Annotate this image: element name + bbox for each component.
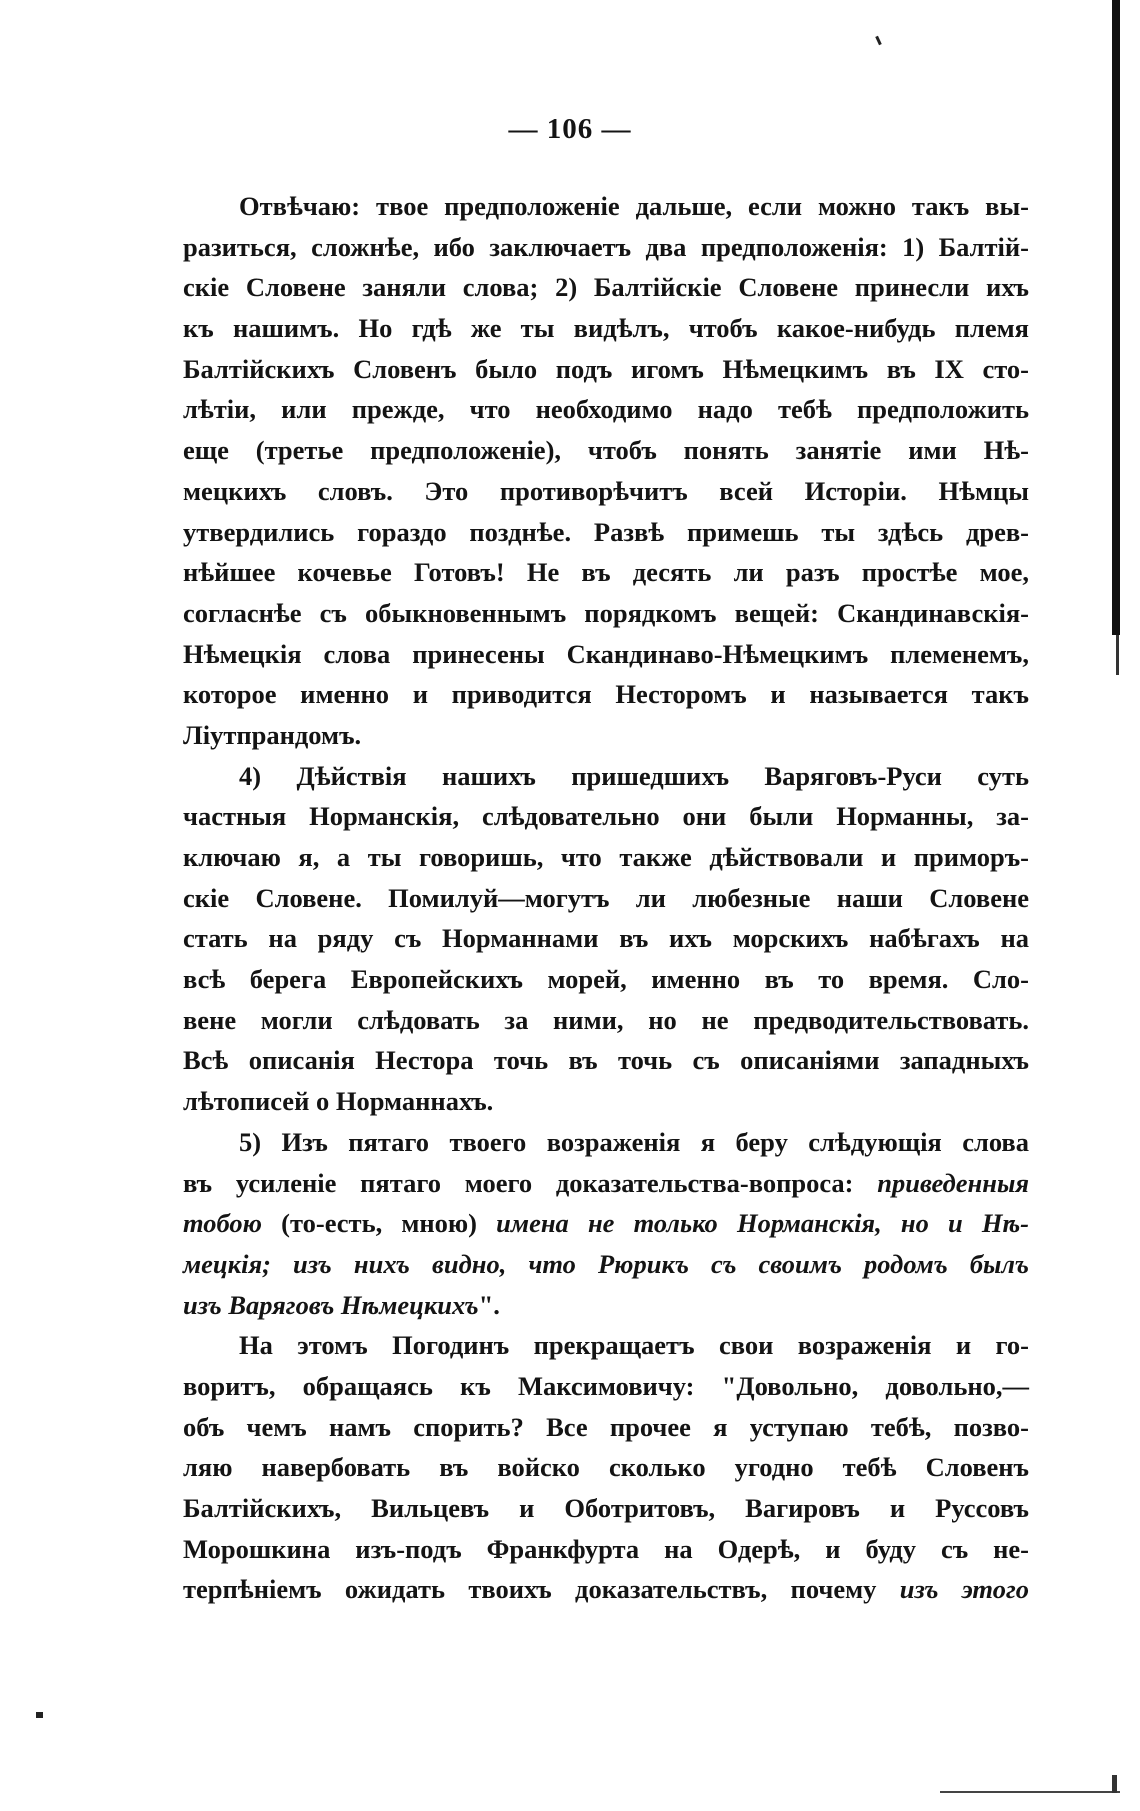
text-run: терпѣніемъ ожидать твоихъ доказательствъ, почему — [183, 1574, 900, 1605]
text-line: стать на ряду съ Норманнами въ ихъ морскихъ набѣгахъ на — [183, 923, 1029, 954]
text-line: которое именно и приводится Несторомъ и называется такъ — [183, 679, 1029, 710]
body-text — [183, 186, 1029, 1610]
text-run: въ усиленіе пятаго моего доказательства-вопроса: — [183, 1167, 878, 1198]
text-line: разиться, сложнѣе, ибо заключаетъ два предположенія: 1) Балтій- — [183, 231, 1029, 262]
text-line: 5) Изъ пятаго твоего возраженія я беру слѣдующія слова — [239, 1126, 1029, 1157]
text-line: Нѣмецкія слова принесены Скандинаво-Нѣмецкимъ племенемъ, — [183, 638, 1029, 669]
text-line: еще (третье предположеніе), чтобъ понять занятіе ими Нѣ- — [183, 435, 1029, 466]
text-line — [183, 1163, 1029, 1204]
text-line: лѣтописей о Норманнахъ. — [183, 1086, 494, 1117]
text-line — [183, 1285, 1029, 1326]
text-line: Всѣ описанія Нестора точь въ точь съ описаніями западныхъ — [183, 1045, 1029, 1076]
italic-run: приведенныя — [877, 1167, 1029, 1198]
text-line: Балтійскихъ, Вильцевъ и Оботритовъ, Вагировъ и Руссовъ — [183, 1493, 1029, 1523]
text-line: лѣтіи, или прежде, что необходимо надо тебѣ предположить — [183, 394, 1029, 425]
italic-run: изъ этого — [899, 1574, 1029, 1605]
text-line — [183, 1203, 1029, 1244]
text-line — [183, 1244, 1029, 1285]
scan-edge-bar-tail — [1116, 635, 1119, 675]
text-line: нѣйшее кочевье Готовъ! Не въ десять ли разъ простѣе мое, — [183, 557, 1029, 588]
text-line: скіе Словене. Помилуй—могутъ ли любезные наши Словене — [183, 882, 1029, 913]
scan-speck — [36, 1712, 43, 1718]
text-line: ключаю я, а ты говоришь, что также дѣйствовали и приморъ- — [183, 842, 1029, 872]
italic-run: имена не только Норманскія, но и Нѣ- — [496, 1208, 1029, 1239]
text-line: 4) Дѣйствія нашихъ пришедшихъ Варяговъ-Руси суть — [239, 760, 1029, 791]
text-line: утвердились гораздо позднѣе. Развѣ примешь ты здѣсь древ- — [183, 516, 1029, 547]
text-line: Балтійскихъ Словенъ было подъ игомъ Нѣмецкимъ въ IX сто- — [183, 353, 1029, 384]
text-line: ляю навербовать въ войско сколько угодно тебѣ Словенъ — [183, 1452, 1029, 1483]
text-line: объ чемъ намъ спорить? Все прочее я уступаю тебѣ, позво- — [183, 1411, 1029, 1442]
scan-edge-bar — [1112, 0, 1120, 635]
text-line: частныя Норманскія, слѣдовательно они были Норманны, за- — [183, 801, 1029, 832]
text-line: всѣ берега Европейскихъ морей, именно въ то время. Сло- — [183, 964, 1029, 995]
text-line: къ нашимъ. Но гдѣ же ты видѣлъ, чтобъ какое-нибудь племя — [183, 313, 1029, 344]
italic-run: изъ Варяговъ Нѣмецкихъ — [183, 1289, 479, 1320]
italic-run: тобою — [183, 1208, 262, 1239]
text-run: (то-есть, мною) — [261, 1208, 497, 1239]
text-line — [183, 1569, 1029, 1610]
scan-bottom-tick — [1112, 1775, 1117, 1793]
text-line: воритъ, обращаясь къ Максимовичу: "Довольно, довольно,— — [183, 1370, 1029, 1401]
text-line: Отвѣчаю: твое предположеніе дальше, если можно такъ вы- — [239, 191, 1029, 221]
italic-run: мецкія; изъ нихъ видно, что Рюрикъ съ своимъ родомъ былъ — [183, 1248, 1029, 1279]
text-line: вене могли слѣдовать за ними, но не предводительствовать. — [183, 1004, 1029, 1035]
page-number: — 106 — — [508, 113, 632, 145]
text-line: мецкихъ словъ. Это противорѣчитъ всей Исторіи. Нѣмцы — [183, 475, 1029, 506]
text-line: скіе Словене заняли слова; 2) Балтійскіе Словене принесли ихъ — [183, 272, 1029, 303]
scan-bottom-line — [940, 1791, 1120, 1793]
text-line: Ліутпрандомъ. — [183, 719, 362, 750]
scan-speck — [875, 36, 882, 45]
text-run: ". — [478, 1289, 500, 1320]
text-line: На этомъ Погодинъ прекращаетъ свои возраженія и го- — [239, 1330, 1029, 1361]
text-line: согласнѣе съ обыкновеннымъ порядкомъ вещей: Скандинавскія- — [183, 597, 1029, 628]
text-line: Морошкина изъ-подъ Франкфурта на Одерѣ, и буду съ не- — [183, 1533, 1029, 1564]
